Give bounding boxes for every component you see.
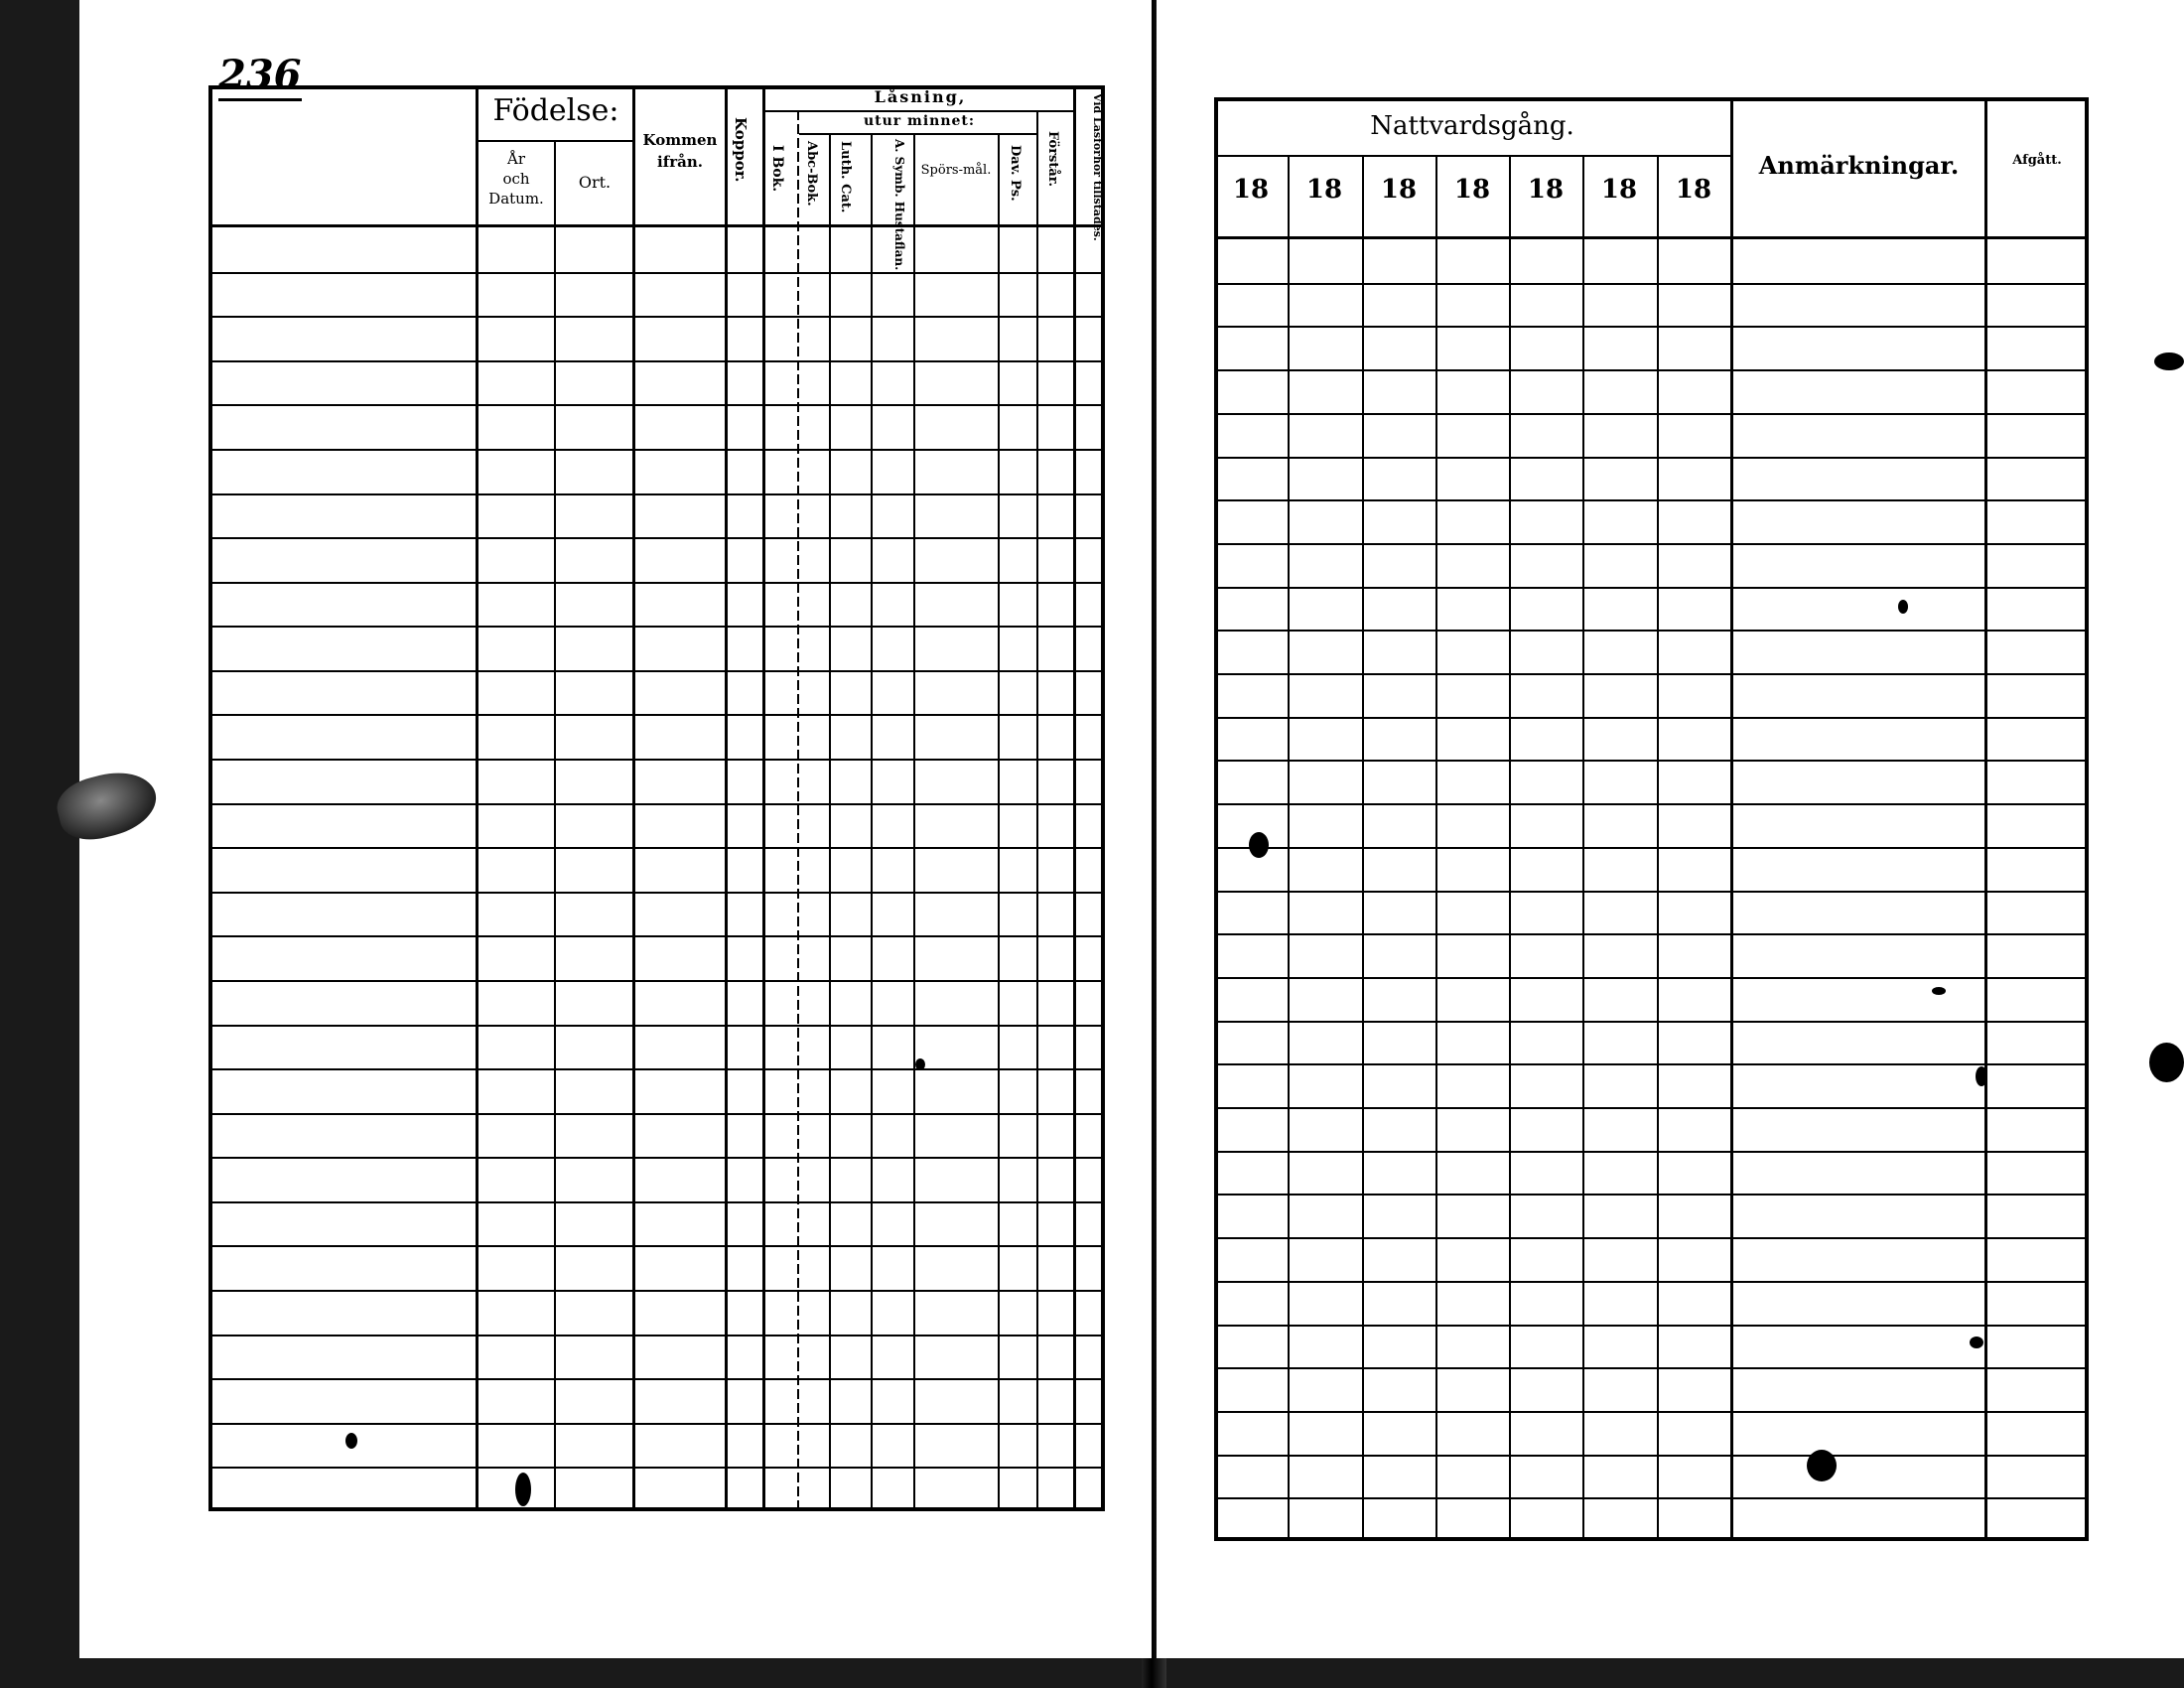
left-row-line: [208, 1378, 1105, 1380]
col-sep-10: [998, 133, 1000, 1511]
header-ort: Ort.: [578, 173, 612, 192]
nattvard-subdivider: [1214, 155, 1730, 157]
left-row-line: [208, 582, 1105, 584]
right-row-line: [1214, 1497, 2089, 1499]
left-row-line: [208, 980, 1105, 982]
ink-speck: [345, 1433, 357, 1449]
left-row-line: [208, 626, 1105, 628]
left-row-line: [208, 1157, 1105, 1159]
header-year-7: 18: [1675, 175, 1712, 205]
ink-speck: [2149, 1043, 2184, 1082]
right-row-line: [1214, 1237, 2089, 1239]
left-row-line: [208, 1113, 1105, 1115]
header-koppor: Koppor.: [732, 117, 750, 183]
left-row-line: [208, 803, 1105, 805]
ink-speck: [515, 1473, 531, 1506]
right-row-line: [1214, 543, 2089, 545]
col-sep-7: [829, 133, 831, 1511]
right-row-line: [1214, 717, 2089, 719]
left-table-frame: [208, 85, 1105, 1511]
left-header-divider: [208, 224, 1105, 227]
ink-speck: [1932, 987, 1946, 995]
right-row-line: [1214, 630, 2089, 632]
col-sep-3: [632, 85, 635, 1511]
left-row-line: [208, 316, 1105, 318]
ink-speck: [1976, 1066, 1987, 1086]
page-number: 236: [218, 52, 302, 101]
header-abc-bok: Abc-Bok.: [804, 141, 819, 207]
ink-speck: [1249, 832, 1269, 858]
col-sep-4: [725, 85, 728, 1511]
ink-speck: [1807, 1450, 1837, 1481]
header-dav-ps: Dav. Ps.: [1008, 145, 1023, 202]
header-fodelse: Födelse:: [492, 93, 619, 128]
left-row-line: [208, 1201, 1105, 1203]
header-a-symb-hustaflan: A. Symb. Hustaflan.: [892, 139, 906, 271]
left-row-line: [208, 404, 1105, 406]
right-row-line: [1214, 326, 2089, 328]
right-row-line: [1214, 803, 2089, 805]
left-row-line: [208, 360, 1105, 362]
header-year-1: 18: [1232, 175, 1270, 205]
header-lasning: Låsning,: [874, 87, 967, 106]
right-row-line: [1214, 1411, 2089, 1413]
left-row-line: [208, 1245, 1105, 1247]
header-year-5: 18: [1527, 175, 1565, 205]
right-row-line: [1214, 283, 2089, 285]
lasning-subdivider: [764, 110, 1075, 112]
left-row-line: [208, 935, 1105, 937]
header-luth-cat: Luth. Cat.: [838, 141, 853, 213]
right-header-divider: [1214, 236, 2089, 239]
ink-speck: [2154, 352, 2184, 370]
header-year-6: 18: [1600, 175, 1638, 205]
left-row-line: [208, 670, 1105, 672]
left-row-line: [208, 449, 1105, 451]
right-register-table: [1214, 97, 2089, 1541]
header-year-2: 18: [1305, 175, 1343, 205]
left-row-line: [208, 1068, 1105, 1070]
header-forstar: Förstår.: [1045, 131, 1060, 187]
header-i-bok: I Bok.: [769, 145, 785, 193]
right-row-line: [1214, 1021, 2089, 1023]
right-row-line: [1214, 847, 2089, 849]
right-row-line: [1214, 1107, 2089, 1109]
utur-minnet-subdivider: [799, 133, 1038, 135]
header-ar-och-datum: År och Datum.: [488, 150, 544, 208]
left-row-line: [208, 714, 1105, 716]
right-row-line: [1214, 1151, 2089, 1153]
col-sep-8: [871, 133, 873, 1511]
header-afgatt: Afgått.: [2012, 153, 2062, 168]
left-row-line: [208, 1290, 1105, 1292]
left-row-line: [208, 1025, 1105, 1027]
right-row-line: [1214, 413, 2089, 415]
col-sep-1: [476, 85, 478, 1511]
left-row-line: [208, 1423, 1105, 1425]
right-row-line: [1214, 1455, 2089, 1457]
left-row-line: [208, 847, 1105, 849]
left-row-line: [208, 759, 1105, 761]
right-row-line: [1214, 1194, 2089, 1196]
left-row-line: [208, 892, 1105, 894]
header-kommen-ifran: Kommen ifrån.: [642, 131, 718, 171]
right-row-line: [1214, 457, 2089, 459]
header-utur-minnet: utur minnet:: [863, 113, 976, 129]
right-row-line: [1214, 760, 2089, 762]
ink-speck: [1970, 1336, 1983, 1348]
header-year-3: 18: [1380, 175, 1418, 205]
left-row-line: [208, 537, 1105, 539]
right-row-line: [1214, 499, 2089, 501]
right-row-line: [1214, 933, 2089, 935]
right-row-line: [1214, 1325, 2089, 1327]
right-row-line: [1214, 891, 2089, 893]
col-sep-6: [797, 110, 799, 1511]
col-sep-12: [1073, 85, 1076, 1511]
ink-speck: [915, 1058, 925, 1070]
left-row-line: [208, 272, 1105, 274]
left-row-line: [208, 1467, 1105, 1469]
right-row-line: [1214, 1367, 2089, 1369]
right-row-line: [1214, 673, 2089, 675]
left-register-table: [208, 85, 1105, 1511]
right-row-line: [1214, 1063, 2089, 1065]
col-sep-9: [913, 133, 915, 1511]
header-anmarkningar: Anmärkningar.: [1758, 151, 1960, 180]
right-row-line: [1214, 1281, 2089, 1283]
left-row-line: [208, 1335, 1105, 1336]
header-sporsmal: Spörs-mål.: [920, 163, 992, 178]
right-row-line: [1214, 587, 2089, 589]
header-year-4: 18: [1453, 175, 1491, 205]
left-row-line: [208, 493, 1105, 495]
right-row-line: [1214, 977, 2089, 979]
ink-speck: [1898, 600, 1908, 614]
right-row-line: [1214, 369, 2089, 371]
col-sep-11: [1036, 110, 1038, 1511]
header-nattvardsgang: Nattvardsgång.: [1370, 111, 1574, 141]
col-sep-5: [762, 85, 765, 1511]
col-sep-2: [554, 140, 556, 1511]
header-vid-lasforhor: Vid Läsförhör tillstädes.: [1091, 93, 1104, 241]
